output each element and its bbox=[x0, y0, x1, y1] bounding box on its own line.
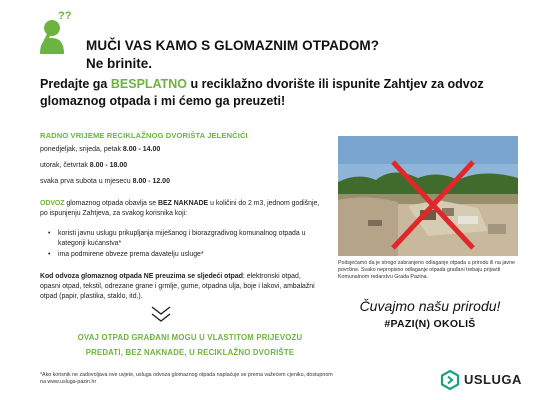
cta-line: OVAJ OTPAD GRAĐANI MOGU U VLASTITOM PRIJEVOZU bbox=[77, 333, 303, 342]
lead-paragraph: Predajte ga BESPLATNO u reciklažno dvorište ili ispunite Zahtjev za odvoz glomaznog otpada i mi ćemo ga preuzeti! bbox=[40, 77, 484, 108]
illegal-dumping-photo bbox=[338, 136, 518, 256]
odvoz-paragraph: ODVOZ glomaznog otpada obavlja se BEZ NAKNADE u količini do 2 m3, jednom godišnje, po ispunjenju Zahtjeva, za svakog korisnika koji: bbox=[40, 200, 320, 217]
chevron-down-icon bbox=[150, 304, 172, 324]
photo-caption: Podsjećamo da je strogo zabranjeno odlaganje otpada u prirodu ili na javne površine. Svako nepropisno odlaganje otpada građani trebaju prijaviti Komunalnom redarstvu Grada Pazina. bbox=[338, 260, 515, 280]
headline-subline: Ne brinite. bbox=[86, 56, 153, 71]
thinking-person-icon bbox=[34, 8, 76, 54]
question-marks: ?? bbox=[58, 10, 72, 22]
hours-row: ponedjeljak, srijeda, petak 8.00 - 14.00 bbox=[40, 146, 161, 153]
condition-bullet: • koristi javnu uslugu prikupljanja miješanog i biorazgradivog komunalnog otpada u kategoriji kućanstva* bbox=[48, 229, 330, 248]
exclusions-paragraph: Kod odvoza glomaznog otpada NE preuzima se sljedeći otpad: elektronski otpad, opasni otpad, tekstil, odrezane grane i grmlje, gume, otpadna ulja, boje i lakovi, ambalažni otpad (papir, plastika, staklo, itd.). bbox=[40, 273, 315, 300]
cta-line: PREDATI, BEZ NAKNADE, U RECIKLAŽNO DVORIŠTE bbox=[85, 348, 295, 357]
headline: MUČI VAS KAMO S GLOMAZNIM OTPADOM? bbox=[86, 38, 380, 53]
usluga-logo bbox=[440, 370, 550, 390]
footnote: *Ako korisnik ne zadovoljava ove uvjete, usluga odvoza glomaznog otpada naplaćuje se prema važećem cjeniku, dostupnom na www.usluga-pazin.hr bbox=[40, 372, 333, 385]
condition-bullet: • ima podmirene obveze prema davatelju usluge* bbox=[48, 250, 330, 260]
hours-row: utorak, četvrtak 8.00 - 18.00 bbox=[40, 162, 128, 169]
hours-title: RADNO VRIJEME RECIKLAŽNOG DVORIŠTA JELENČIĆI bbox=[40, 131, 248, 140]
hours-row: svaka prva subota u mjesecu 8.00 - 12.00 bbox=[40, 178, 170, 185]
lead-highlight: BESPLATNO bbox=[110, 77, 188, 91]
logo-text: USLUGA bbox=[464, 372, 522, 387]
logo-mark-icon bbox=[440, 370, 460, 390]
hashtag: #PAZI(N) OKOLIŠ bbox=[384, 318, 476, 330]
slogan: Čuvajmo našu prirodu! bbox=[359, 298, 501, 314]
